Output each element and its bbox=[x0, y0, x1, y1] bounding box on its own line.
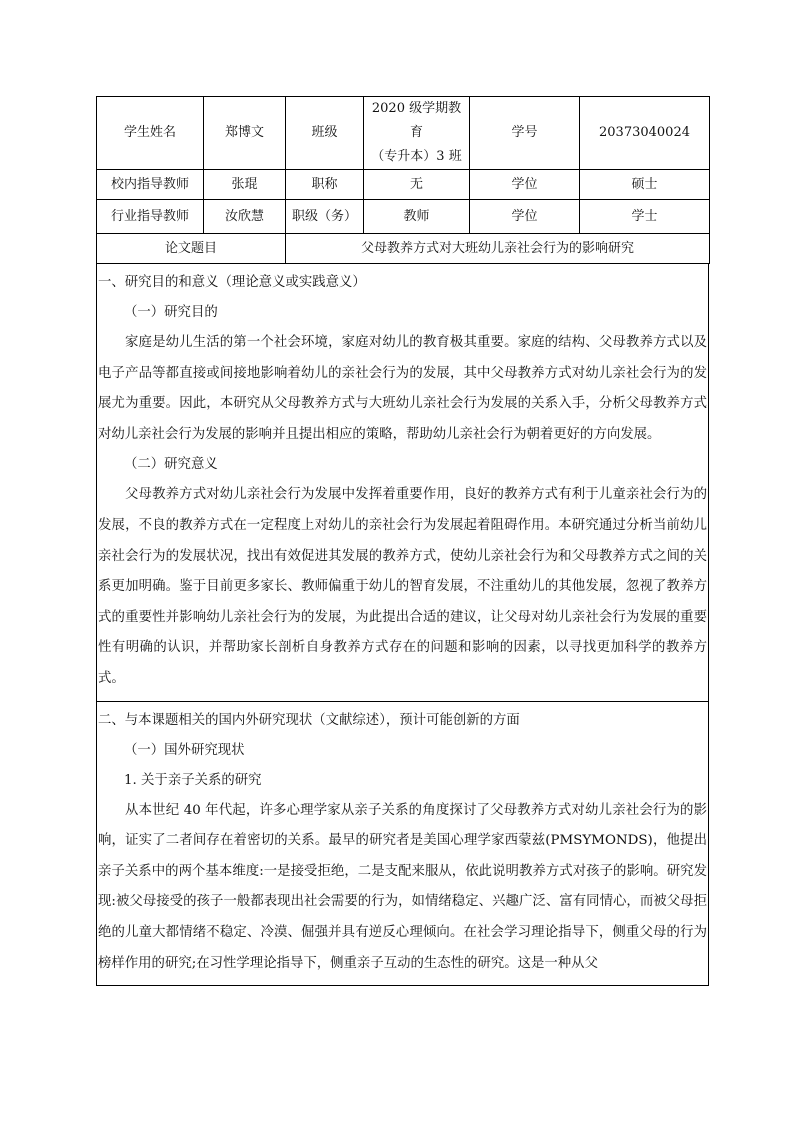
class-value bbox=[364, 97, 470, 170]
position-value: 教师 bbox=[364, 200, 470, 234]
section-heading: 一、研究目的和意义（理论意义或实践意义） bbox=[98, 275, 366, 290]
industry-advisor-value: 汝欣慧 bbox=[204, 200, 286, 234]
student-id-value: 20373040024 bbox=[580, 97, 710, 170]
position-label: 职级（务） bbox=[286, 200, 364, 234]
internal-advisor-label: 校内指导教师 bbox=[97, 170, 204, 200]
section-heading: 二、与本课题相关的国内外研究现状（文献综述），预计可能创新的方面 bbox=[98, 712, 520, 728]
table-row bbox=[97, 97, 710, 170]
table-row bbox=[97, 170, 710, 200]
class-line-2: （专升本）3 班 bbox=[371, 149, 462, 164]
section-literature-review bbox=[97, 701, 708, 986]
paragraph: 父母教养方式对幼儿亲社会行为发展中发挥着重要作用，良好的教养方式有利于儿童亲社会行为的发展，不良的教养方式在一定程度上对幼儿的亲社会行为发展起着阻碍作用。本研究通过分析当前幼儿亲社会行为的发展状况，找出有效促进其发展的教养方式，使幼儿亲社会行为和父母教养方式之间的关系更加明确。鉴于目前更多家长、教师偏重于幼儿的智育发展，不注重幼儿的其他发展，忽视了教养方式的重要性并影响幼儿亲社会行为的发展，为此提出合适的建议，让父母对幼儿亲社会行为发展的重要性有明确的认识，并帮助家长剖析自身教养方式存在的问题和影响的因素，以寻找更加科学的教养方式。 bbox=[98, 487, 707, 686]
degree-label-2: 学位 bbox=[470, 200, 580, 234]
student-id-label: 学号 bbox=[470, 97, 580, 170]
subsection-heading: （一）研究目的 bbox=[124, 305, 218, 320]
thesis-title-value: 父母教养方式对大班幼儿亲社会行为的影响研究 bbox=[286, 234, 710, 264]
student-info-table bbox=[96, 96, 710, 264]
class-line-1: 2020 级学期教育 bbox=[371, 101, 462, 140]
subsection-heading: （二）研究意义 bbox=[124, 457, 218, 473]
table-row bbox=[97, 234, 710, 264]
title-label: 职称 bbox=[286, 170, 364, 200]
degree-label: 学位 bbox=[470, 170, 580, 200]
section-purpose-significance bbox=[97, 264, 708, 701]
title-value: 无 bbox=[364, 170, 470, 200]
subsection-heading: （一）国外研究现状 bbox=[124, 742, 245, 758]
degree-value-2: 学士 bbox=[580, 200, 710, 234]
table-row bbox=[97, 200, 710, 234]
paragraph: 从本世纪 40 年代起，许多心理学家从亲子关系的角度探讨了父母教养方式对幼儿亲社会行为的影响，证实了二者间存在着密切的关系。最早的研究者是美国心理学家西蒙兹(PMSYMONDS)，他提出亲子关系中的两个基本维度:一是接受拒绝，二是支配来服从，依此说明教养方式对孩子的影响。研究发现:被父母接受的孩子一般都表现出社会需要的行为，如情绪稳定、兴趣广泛、富有同情心，而被父母拒绝的儿童大都情绪不稳定、冷漠、倔强并具有逆反心理倾向。在社会学习理论指导下，侧重父母的行为榜样作用的研究;在习性学理论指导下，侧重亲子互动的生态性的研究。这是一种从父 bbox=[98, 802, 707, 971]
internal-advisor-value: 张琨 bbox=[204, 170, 286, 200]
paragraph: 家庭是幼儿生活的第一个社会环境，家庭对幼儿的教育极其重要。家庭的结构、父母教养方式以及电子产品等都直接或间接地影响着幼儿的亲社会行为的发展，其中父母教养方式对幼儿亲社会行为的发展尤为重要。因此，本研究从父母教养方式与大班幼儿亲社会行为发展的关系入手，分析父母教养方式对幼儿亲社会行为发展的影响并且提出相应的策略，帮助幼儿亲社会行为朝着更好的方向发展。 bbox=[98, 335, 707, 442]
document-page bbox=[96, 96, 709, 986]
industry-advisor-label: 行业指导教师 bbox=[97, 200, 204, 234]
thesis-title-label: 论文题目 bbox=[97, 234, 286, 264]
class-label: 班级 bbox=[286, 97, 364, 170]
student-name-value: 郑博文 bbox=[204, 97, 286, 170]
item-heading: 1. 关于亲子关系的研究 bbox=[124, 772, 262, 788]
content-block bbox=[96, 264, 709, 986]
degree-value: 硕士 bbox=[580, 170, 710, 200]
student-name-label: 学生姓名 bbox=[97, 97, 204, 170]
